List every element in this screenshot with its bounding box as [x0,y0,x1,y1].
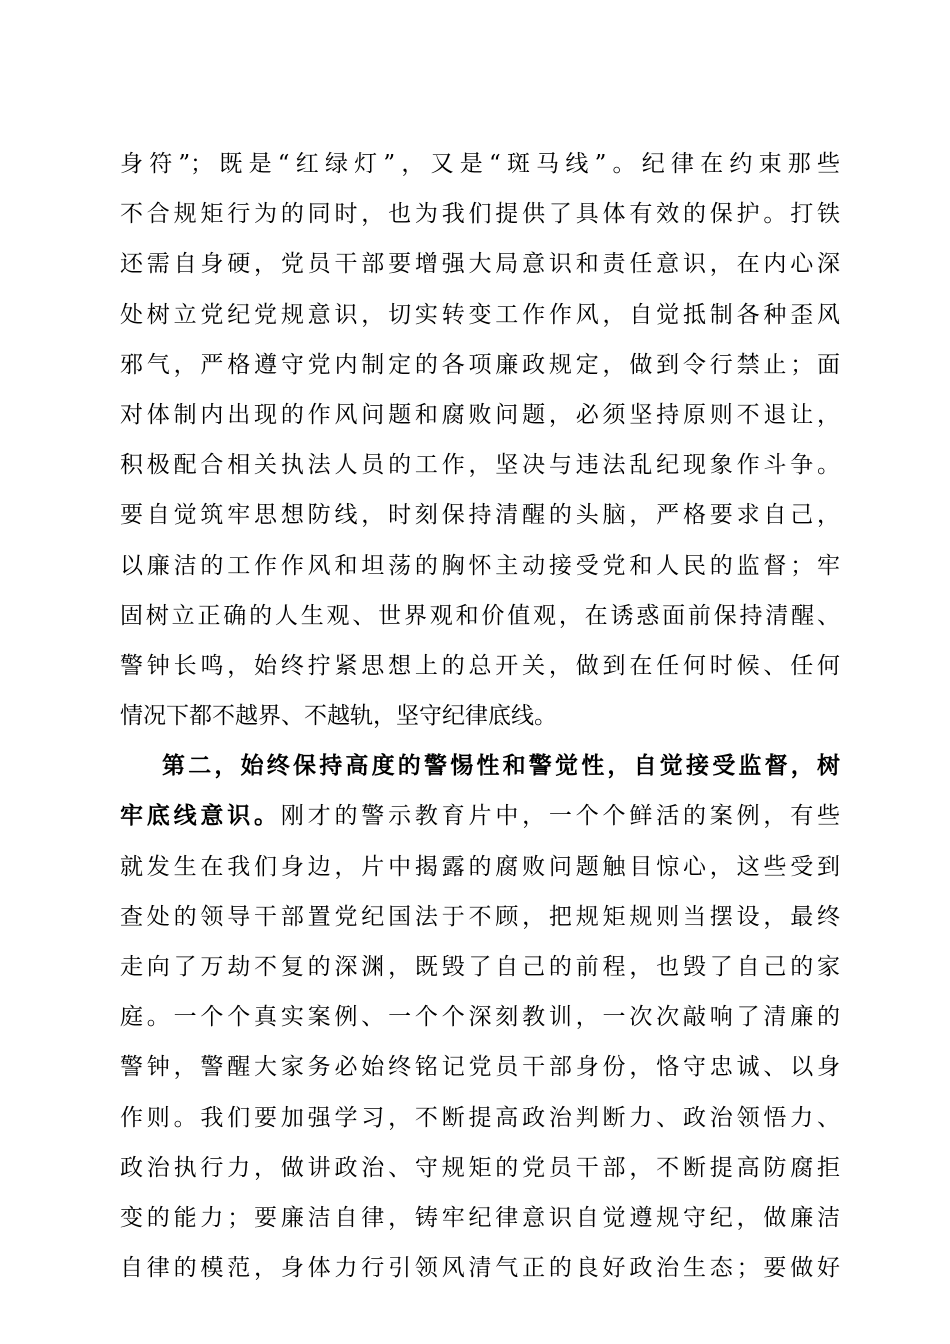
text-line: 以廉洁的工作作风和坦荡的胸怀主动接受党和人民的监督；牢 [120,552,840,579]
text-line: 走向了万劫不复的深渊，既毁了自己的前程，也毁了自己的家 [120,954,840,980]
text-line: 情况下都不越界、不越轨，坚守纪律底线。 [120,703,557,730]
text-line: 警钟长鸣，始终拧紧思想上的总开关，做到在任何时候、任何 [120,652,840,679]
text-line: 处树立党纪党规意识，切实转变工作作风，自觉抵制各种歪风 [120,301,840,328]
text-line: 查处的领导干部置党纪国法于不顾，把规矩规则当摆设，最终 [120,903,840,930]
text-line: 自律的模范，身体力行引领风清气正的良好政治生态；要做好 [120,1255,840,1282]
text-line: 固树立正确的人生观、世界观和价值观，在诱惑面前保持清醒、 [120,602,840,629]
section-heading-line: 第二，始终保持高度的警惕性和警觉性，自觉接受监督，树 [162,752,840,780]
text-line: 作则。我们要加强学习，不断提高政治判断力、政治领悟力、 [120,1104,840,1131]
text-line: 邪气，严格遵守党内制定的各项廉政规定，做到令行禁止；面 [120,351,840,378]
text-line: 要自觉筑牢思想防线，时刻保持清醒的头脑，严格要求自己， [120,502,840,529]
text-line: 变的能力；要廉洁自律，铸牢纪律意识自觉遵规守纪，做廉洁 [120,1204,840,1231]
text-segment: 刚才的警示教育片中，一个个鲜活的案例，有些 [280,803,841,830]
text-line: 身符”；既是“红绿灯”，又是“斑马线”。纪律在约束那些 [120,151,840,177]
text-line [120,791,840,841]
text-line: 对体制内出现的作风问题和腐败问题，必须坚持原则不退让， [120,401,840,428]
text-line: 还需自身硬，党员干部要增强大局意识和责任意识，在内心深 [120,251,840,278]
text-line: 就发生在我们身边，片中揭露的腐败问题触目惊心，这些受到 [120,853,840,880]
text-line: 政治执行力，做讲政治、守规矩的党员干部，不断提高防腐拒 [120,1154,840,1181]
text-line: 积极配合相关执法人员的工作，坚决与违法乱纪现象作斗争。 [120,452,840,479]
text-line: 不合规矩行为的同时，也为我们提供了具体有效的保护。打铁 [120,201,840,228]
text-line: 警钟，警醒大家务必始终铭记党员干部身份，恪守忠诚、以身 [120,1054,840,1081]
body-text [120,139,840,1293]
section-heading-end: 牢底线意识。 [120,802,281,830]
text-line: 庭。一个个真实案例、一个个深刻教训，一次次敲响了清廉的 [120,1004,840,1031]
